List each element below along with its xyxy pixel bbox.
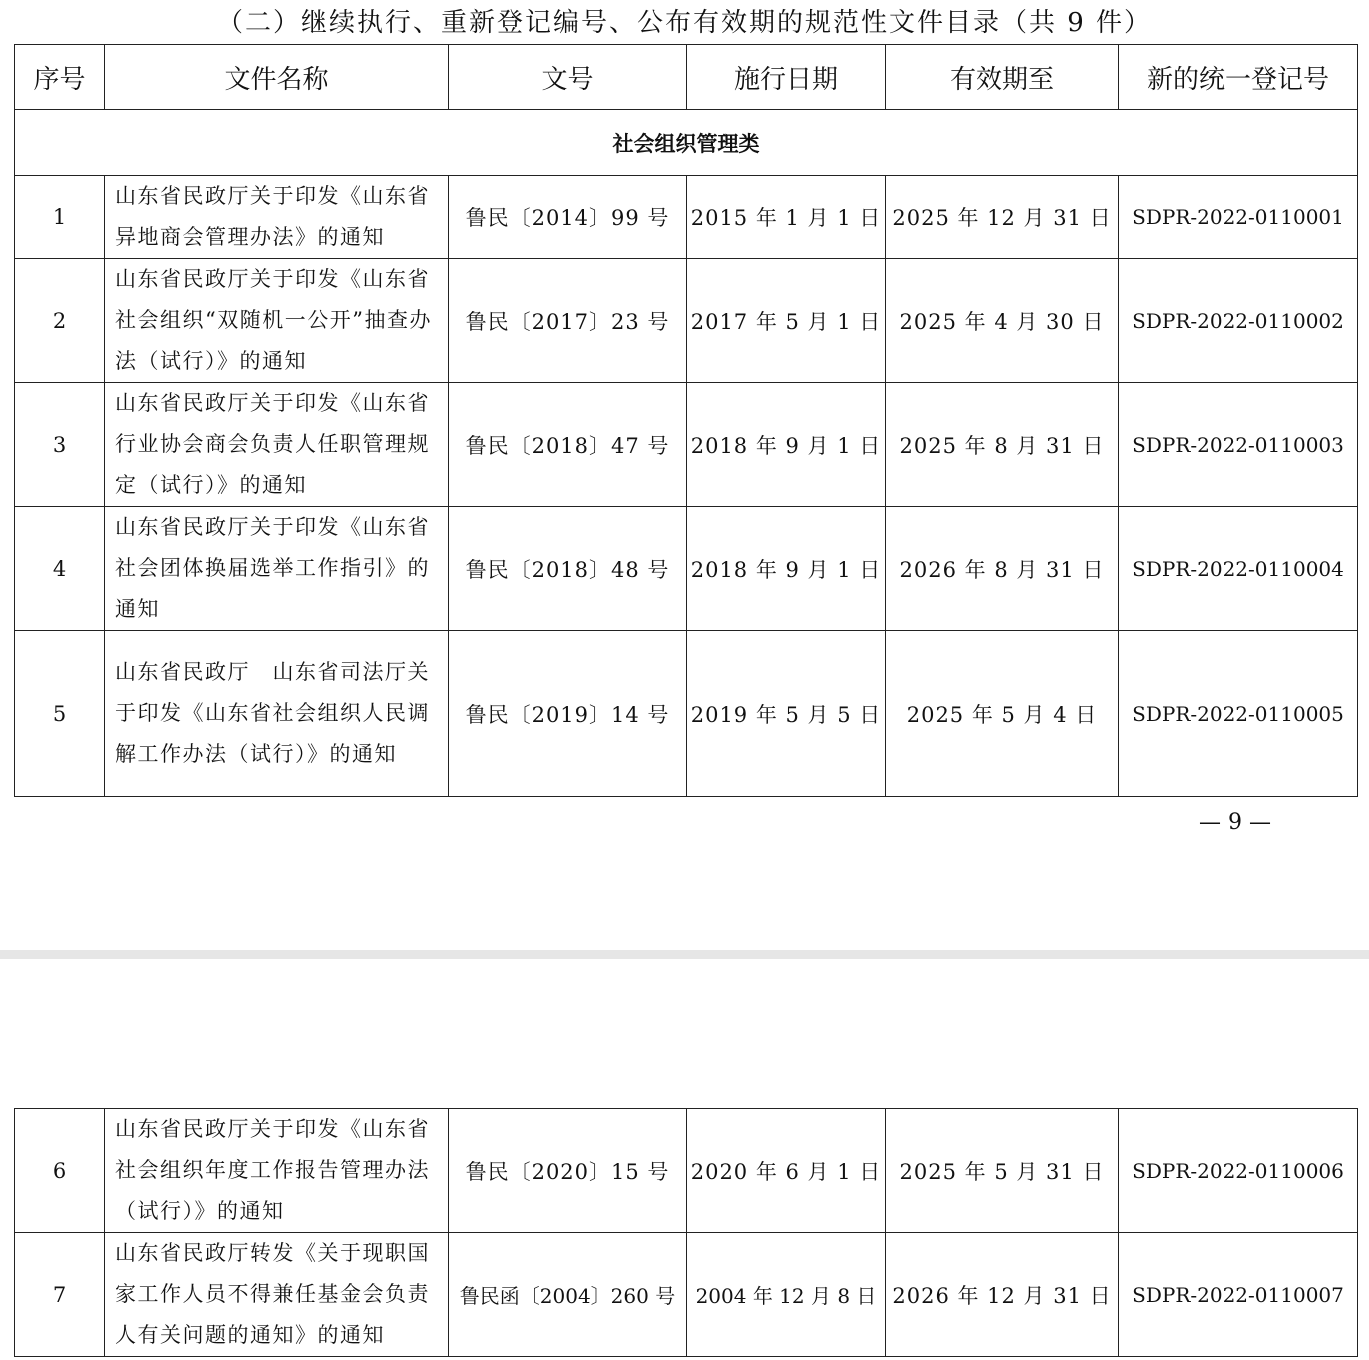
table-row (15, 383, 1358, 507)
row-effective-date: 2020 年 6 月 1 日 (687, 1109, 886, 1233)
row-valid-until: 2026 年 8 月 31 日 (886, 507, 1119, 631)
table-row (15, 631, 1358, 797)
table-header-row (15, 45, 1358, 110)
row-valid-until: 2026 年 12 月 31 日 (886, 1233, 1119, 1357)
row-registration-number: SDPR-2022-0110002 (1119, 259, 1358, 383)
row-file-name: 山东省民政厅关于印发《山东省社会组织“双随机一公开”抽查办法（试行）》的通知 (105, 259, 449, 383)
page-separator (0, 950, 1369, 959)
row-effective-date: 2015 年 1 月 1 日 (687, 176, 886, 259)
row-serial: 3 (15, 383, 105, 507)
header-serial: 序号 (15, 45, 105, 110)
row-registration-number: SDPR-2022-0110006 (1119, 1109, 1358, 1233)
row-registration-number: SDPR-2022-0110003 (1119, 383, 1358, 507)
row-registration-number: SDPR-2022-0110004 (1119, 507, 1358, 631)
row-doc-number: 鲁民函〔2004〕260 号 (449, 1233, 687, 1357)
table-row (15, 1233, 1358, 1357)
header-file-name: 文件名称 (105, 45, 449, 110)
row-doc-number: 鲁民〔2020〕15 号 (449, 1109, 687, 1233)
row-serial: 6 (15, 1109, 105, 1233)
header-effective-date: 施行日期 (687, 45, 886, 110)
header-registration-number: 新的统一登记号 (1119, 45, 1358, 110)
row-effective-date: 2019 年 5 月 5 日 (687, 631, 886, 797)
table-row (15, 176, 1358, 259)
row-registration-number: SDPR-2022-0110001 (1119, 176, 1358, 259)
row-file-name: 山东省民政厅关于印发《山东省异地商会管理办法》的通知 (105, 176, 449, 259)
row-effective-date: 2018 年 9 月 1 日 (687, 507, 886, 631)
row-doc-number: 鲁民〔2018〕48 号 (449, 507, 687, 631)
row-serial: 4 (15, 507, 105, 631)
row-effective-date: 2018 年 9 月 1 日 (687, 383, 886, 507)
header-valid-until: 有效期至 (886, 45, 1119, 110)
row-file-name: 山东省民政厅 山东省司法厅关于印发《山东省社会组织人民调解工作办法（试行）》的通知 (105, 631, 449, 797)
row-doc-number: 鲁民〔2018〕47 号 (449, 383, 687, 507)
row-serial: 2 (15, 259, 105, 383)
category-row (15, 110, 1358, 176)
row-valid-until: 2025 年 5 月 4 日 (886, 631, 1119, 797)
row-doc-number: 鲁民〔2019〕14 号 (449, 631, 687, 797)
row-serial: 5 (15, 631, 105, 797)
header-doc-number: 文号 (449, 45, 687, 110)
table-row (15, 507, 1358, 631)
row-doc-number: 鲁民〔2017〕23 号 (449, 259, 687, 383)
row-effective-date: 2017 年 5 月 1 日 (687, 259, 886, 383)
row-file-name: 山东省民政厅关于印发《山东省行业协会商会负责人任职管理规定（试行）》的通知 (105, 383, 449, 507)
table-row (15, 259, 1358, 383)
document-table-page-10 (14, 1108, 1358, 1357)
table-row (15, 1109, 1358, 1233)
row-file-name: 山东省民政厅关于印发《山东省社会团体换届选举工作指引》的通知 (105, 507, 449, 631)
row-registration-number: SDPR-2022-0110005 (1119, 631, 1358, 797)
page-number: — 9 — (1199, 810, 1271, 835)
row-registration-number: SDPR-2022-0110007 (1119, 1233, 1358, 1357)
row-valid-until: 2025 年 4 月 30 日 (886, 259, 1119, 383)
row-serial: 1 (15, 176, 105, 259)
row-doc-number: 鲁民〔2014〕99 号 (449, 176, 687, 259)
row-valid-until: 2025 年 5 月 31 日 (886, 1109, 1119, 1233)
row-file-name: 山东省民政厅关于印发《山东省社会组织年度工作报告管理办法（试行）》的通知 (105, 1109, 449, 1233)
row-valid-until: 2025 年 12 月 31 日 (886, 176, 1119, 259)
page-title: （二）继续执行、重新登记编号、公布有效期的规范性文件目录（共 9 件） (216, 8, 1153, 38)
row-effective-date: 2004 年 12 月 8 日 (687, 1233, 886, 1357)
document-table-page-9 (14, 44, 1358, 797)
row-file-name: 山东省民政厅转发《关于现职国家工作人员不得兼任基金会负责人有关问题的通知》的通知 (105, 1233, 449, 1357)
row-serial: 7 (15, 1233, 105, 1357)
category-label: 社会组织管理类 (15, 110, 1358, 176)
row-valid-until: 2025 年 8 月 31 日 (886, 383, 1119, 507)
